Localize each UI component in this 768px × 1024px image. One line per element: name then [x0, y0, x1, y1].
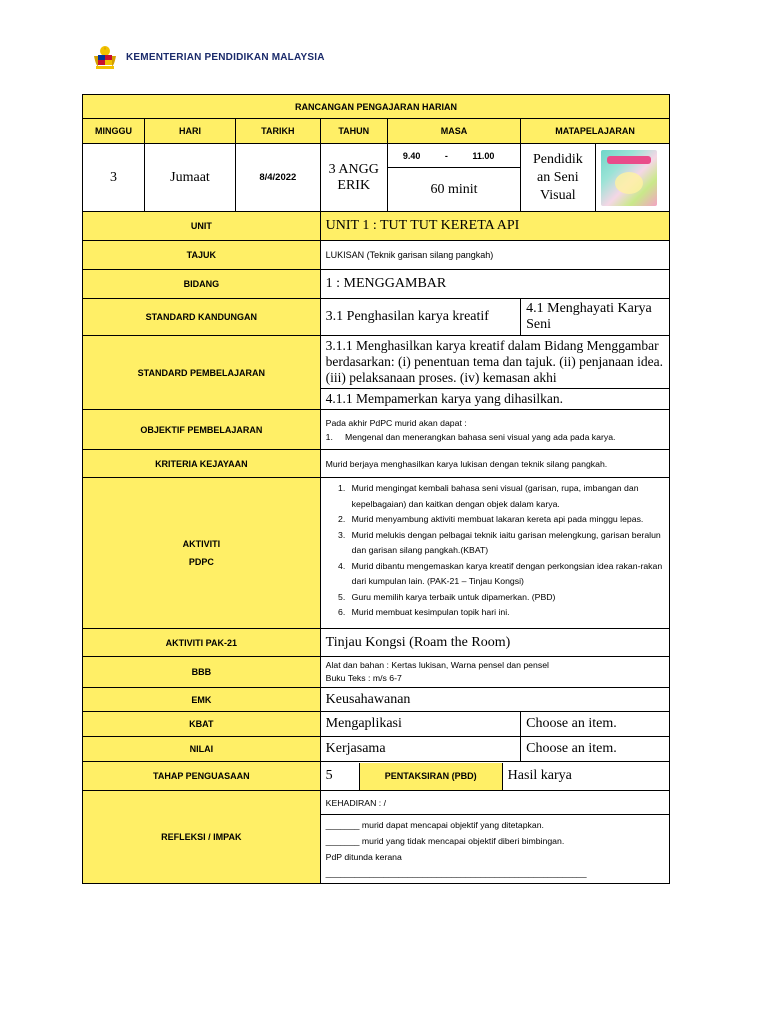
value-unit: UNIT 1 : TUT TUT KERETA API [320, 212, 669, 241]
masa-end: 11.00 [472, 150, 495, 161]
objektif-intro: Pada akhir PdPC murid akan dapat : [325, 417, 467, 428]
value-bbb [320, 657, 669, 688]
col-tarikh: TARIKH [235, 119, 320, 144]
label-kriteria: KRITERIA KEJAYAAN [83, 450, 321, 478]
value-hari: Jumaat [145, 144, 236, 212]
value-pentaksiran: Hasil karya [507, 768, 572, 783]
value-duration: 60 minit [387, 168, 520, 212]
value-sp-1: 3.1.1 Menghasilkan karya kreatif dalam Bidang Menggambar berdasarkan: (i) penentuan tema dan tajuk. (ii) penjanaan idea. (iii) pelaksanaan proses. (iv) kemasan akhi [320, 336, 669, 389]
col-minggu: MINGGU [83, 119, 145, 144]
aktiviti-item: 1. Murid mengingat kembali bahasa seni visual (garisan, rupa, imbangan dan kepelbagaian) dan kaitkan dengan objek dalam karya. [348, 481, 664, 512]
kbat-choice-dropdown[interactable]: Choose an item. [521, 712, 670, 737]
value-kriteria: Murid berjaya menghasilkan karya lukisan dengan teknik silang pangkah. [320, 450, 669, 478]
tahap-row [320, 762, 669, 791]
aktiviti-list [326, 481, 664, 621]
bbb-line-2: Buku Teks : m/s 6-7 [325, 673, 402, 683]
objektif-item: 1. Mengenal dan menerangkan bahasa seni visual yang ada pada karya. [325, 431, 616, 442]
label-pentaksiran: PENTAKSIRAN (PBD) [359, 763, 502, 790]
col-matapelajaran: MATAPELAJARAN [521, 119, 670, 144]
refleksi-line-1: _______ murid dapat mencapai objektif yang ditetapkan. [325, 820, 544, 830]
value-kehadiran: KEHADIRAN : / [320, 791, 669, 815]
label-objektif: OBJEKTIF PEMBELAJARAN [83, 410, 321, 450]
label-standard-kandungan: STANDARD KANDUNGAN [83, 299, 321, 336]
label-bbb: BBB [83, 657, 321, 688]
aktiviti-item: 6. Murid membuat kesimpulan topik hari ini. [348, 605, 664, 621]
label-unit: UNIT [83, 212, 321, 241]
col-hari: HARI [145, 119, 236, 144]
aktiviti-item: 4. Murid dibantu mengemaskan karya kreatif dengan perkongsian idea rakan-rakan dari kumpulan lain. (PAK-21 – Tinjau Kongsi) [348, 559, 664, 590]
plan-title: RANCANGAN PENGAJARAN HARIAN [83, 95, 670, 119]
aktiviti-item: 5. Guru memilih karya terbaik untuk dipamerkan. (PBD) [348, 590, 664, 606]
label-nilai: NILAI [83, 737, 321, 762]
value-pak21: Tinjau Kongsi (Roam the Room) [320, 629, 669, 657]
masa-separator: - [444, 150, 448, 161]
value-objektif [320, 410, 669, 450]
value-tahun: 3 ANGG ERIK [320, 144, 387, 212]
label-aktiviti [83, 478, 321, 629]
aktiviti-list-cell [320, 478, 669, 629]
value-sp-2: 4.1.1 Mempamerkan karya yang dihasilkan. [320, 389, 669, 410]
label-aktiviti-2: PDPC [188, 557, 214, 567]
masa-range [387, 144, 520, 168]
aktiviti-item: 2. Murid menyambung aktiviti membuat lakaran kereta api pada minggu lepas. [348, 512, 664, 528]
value-emk: Keusahawanan [320, 688, 669, 712]
nilai-choice-dropdown[interactable]: Choose an item. [521, 737, 670, 762]
bbb-line-1: Alat dan bahan : Kertas lukisan, Warna pensel dan pensel [325, 660, 549, 670]
value-subject: Pendidik an Seni Visual [521, 144, 595, 212]
ministry-name: KEMENTERIAN PENDIDIKAN MALAYSIA [126, 51, 325, 63]
label-aktiviti-1: AKTIVITI [182, 539, 221, 549]
col-masa: MASA [387, 119, 520, 144]
label-tahap: TAHAP PENGUASAAN [83, 762, 321, 791]
value-tajuk: LUKISAN (Teknik garisan silang pangkah) [320, 241, 669, 270]
refleksi-line-2: _______ murid yang tidak mencapai objektif diberi bimbingan. [325, 836, 565, 846]
label-pak21: AKTIVITI PAK-21 [83, 629, 321, 657]
refleksi-line-3: PdP ditunda kerana ______________________________________________________ [325, 852, 587, 878]
masa-start: 9.40 [402, 150, 421, 161]
value-nilai: Kerjasama [320, 737, 520, 762]
label-bidang: BIDANG [83, 270, 321, 299]
value-minggu: 3 [83, 144, 145, 212]
objektif-item-text: Mengenal dan menerangkan bahasa seni visual yang ada pada karya. [345, 431, 616, 442]
value-tahap: 5 [321, 763, 360, 790]
malaysia-crest-icon [90, 42, 120, 72]
ministry-header [90, 40, 325, 74]
label-kbat: KBAT [83, 712, 321, 737]
label-refleksi: REFLEKSI / IMPAK [83, 791, 321, 884]
lesson-plan-table [82, 94, 670, 884]
aktiviti-item: 3. Murid melukis dengan pelbagai teknik iaitu garisan melengkung, garisan beralun dan garisan silang pangkah.(KBAT) [348, 528, 664, 559]
label-standard-pembelajaran: STANDARD PEMBELAJARAN [83, 336, 321, 410]
value-bidang: 1 : MENGGAMBAR [320, 270, 669, 299]
value-tarikh: 8/4/2022 [235, 144, 320, 212]
label-tajuk: TAJUK [83, 241, 321, 270]
textbook-cell [595, 144, 669, 212]
value-sk-2: 4.1 Menghayati Karya Seni [521, 299, 670, 336]
value-sk-1: 3.1 Penghasilan karya kreatif [320, 299, 520, 336]
col-tahun: TAHUN [320, 119, 387, 144]
textbook-cover-image [601, 150, 657, 206]
tahap-inner-table [321, 763, 669, 790]
label-emk: EMK [83, 688, 321, 712]
value-kbat: Mengaplikasi [320, 712, 520, 737]
value-refleksi [320, 815, 669, 884]
